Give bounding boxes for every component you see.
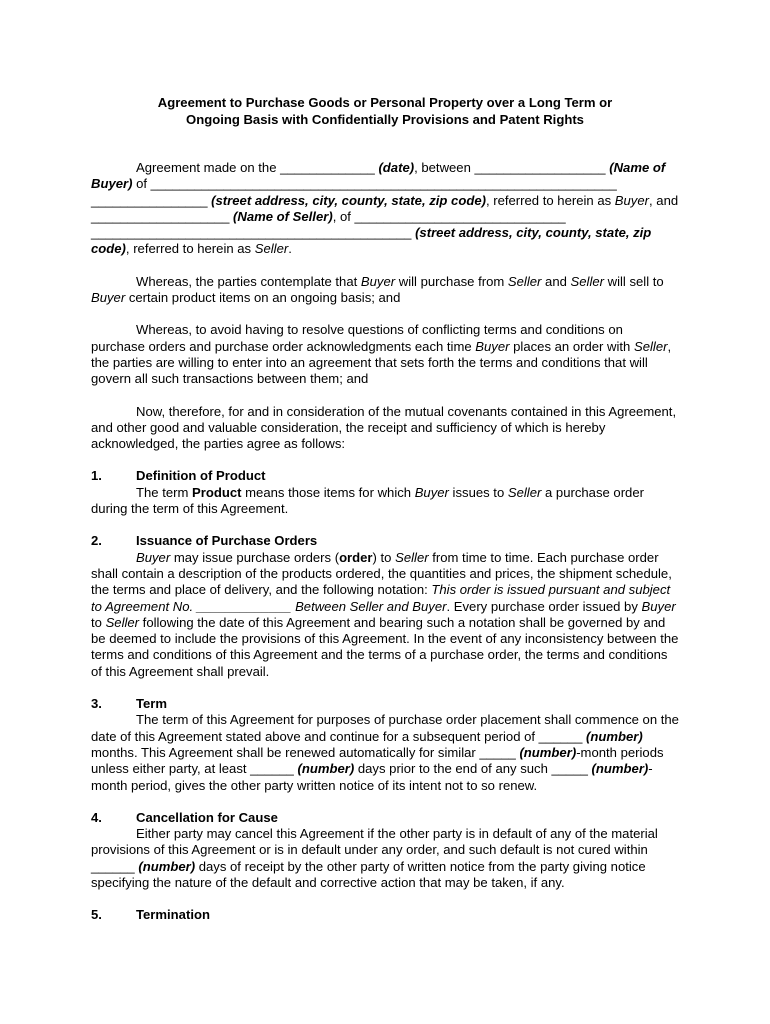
whereas-text: will sell to — [604, 273, 664, 289]
section-number: 5. — [91, 907, 102, 923]
intro-text: of ________________________________________________________________ ________________ — [91, 176, 617, 208]
section-title: Definition of Product — [136, 468, 266, 484]
date-placeholder: (date) — [378, 160, 415, 175]
title-line-2: Ongoing Basis with Confidentially Provisions and Patent Rights — [186, 112, 584, 127]
section-text: from time to time. Each purchase order shall contain a description of the products ordered, the quantities and prices, the shipment schedule, the terms and place of delivery, and the following notation: — [91, 549, 672, 598]
order-notation: This order is issued pursuant and subject to Agreement No. _____________ Between Seller and Buyer — [91, 582, 671, 614]
buyer-term: Buyer — [91, 290, 126, 306]
section-number: 3. — [91, 696, 102, 712]
intro-text: . — [288, 241, 292, 257]
section-number: 4. — [91, 809, 102, 825]
now-therefore-paragraph: Now, therefore, for and in consideration of the mutual covenants contained in this Agreement, and other good and valuable consideration, the receipt and sufficiency of which is hereby acknowledged, the parties agree as follows: — [91, 403, 677, 452]
buyer-term: Buyer — [641, 598, 676, 614]
section-text: months. This Agreement shall be renewed automatically for similar _____ — [91, 744, 520, 760]
section-text: The term of this Agreement for purposes of purchase order placement shall commence on the date of this Agreement stated above and continue for a subsequent period of ______ — [91, 712, 679, 744]
document-title — [91, 94, 679, 128]
intro-text: , referred to herein as — [125, 241, 255, 257]
intro-paragraph — [91, 160, 679, 258]
intro-text: , between __________________ — [414, 160, 610, 175]
seller-term: Seller — [254, 241, 289, 257]
seller-name-placeholder: (Name of Seller) — [233, 208, 333, 224]
buyer-term: Buyer — [360, 273, 396, 289]
number-placeholder: (number) — [591, 761, 649, 777]
order-term: order — [339, 549, 373, 565]
intro-text: , and ___________________ — [91, 192, 679, 224]
section-text: following the date of this Agreement and bearing such a notation shall be governed by and be deemed to include the provisions of this Agreement. In the event of any inconsistency between the terms and conditions of this Agreement and the terms of a purchase order, the terms and conditions of this Agreement shall prevail. — [91, 614, 679, 679]
seller-term: Seller — [507, 484, 542, 500]
section-text: The term — [136, 484, 193, 500]
whereas-text: will purchase from — [395, 273, 508, 289]
section-number: 2. — [91, 533, 102, 549]
section-heading — [91, 533, 679, 549]
section-3 — [91, 696, 679, 794]
whereas-paragraph-2 — [91, 322, 679, 387]
section-text: . Every purchase order issued by — [446, 598, 642, 614]
product-term: Product — [192, 484, 242, 500]
section-text: days prior to the end of any such _____ — [354, 761, 592, 777]
section-body — [91, 826, 679, 891]
section-5 — [91, 907, 679, 923]
seller-address-placeholder: (street address, city, county, state, zip code) — [91, 225, 652, 257]
section-title: Term — [136, 696, 168, 712]
section-body — [91, 485, 679, 518]
document-body — [91, 94, 679, 924]
buyer-term: Buyer — [414, 484, 449, 500]
section-heading — [91, 810, 679, 826]
whereas-paragraph-1 — [91, 274, 679, 307]
buyer-term: Buyer — [475, 338, 510, 354]
section-heading — [91, 696, 679, 712]
whereas-text: Whereas, the parties contemplate that — [136, 273, 361, 289]
buyer-address-placeholder: (street address, city, county, state, zip code) — [211, 192, 486, 208]
section-text: may issue purchase orders ( — [170, 549, 340, 565]
buyer-term: Buyer — [136, 549, 171, 565]
section-4 — [91, 810, 679, 891]
intro-text: Agreement made on the _____________ — [136, 160, 379, 175]
section-1 — [91, 468, 679, 517]
section-text: issues to — [448, 484, 508, 500]
whereas-text: places an order with — [509, 338, 634, 354]
section-title: Issuance of Purchase Orders — [136, 533, 318, 549]
section-text: Either party may cancel this Agreement if the other party is in default of any of the material provisions of this Agreement or is in default under any order, and such default is not cured within ______ — [91, 826, 658, 874]
section-text: to — [91, 614, 106, 630]
number-placeholder: (number) — [297, 761, 355, 777]
whereas-text: certain product items on an ongoing basis; and — [125, 290, 401, 306]
section-body — [91, 712, 679, 793]
section-text: days of receipt by the other party of written notice from the party giving notice specifying the nature of the default and corrective action that may be taken, if any. — [91, 858, 646, 890]
seller-term: Seller — [395, 549, 429, 565]
section-text: a purchase order during the term of this Agreement. — [91, 484, 644, 517]
intro-text: , referred to herein as — [485, 192, 615, 208]
section-text: means those items for which — [241, 484, 415, 500]
section-body — [91, 550, 679, 680]
number-placeholder: (number) — [519, 744, 577, 760]
seller-term: Seller — [105, 614, 140, 630]
buyer-term: Buyer — [614, 192, 650, 208]
number-placeholder: (number) — [586, 728, 643, 744]
section-number: 1. — [91, 468, 102, 484]
title-line-1: Agreement to Purchase Goods or Personal Property over a Long Term or — [157, 95, 613, 110]
section-title: Termination — [136, 907, 210, 923]
section-2 — [91, 533, 679, 680]
section-heading — [91, 907, 679, 923]
buyer-name-placeholder: (Name of Buyer) — [91, 160, 666, 192]
seller-term: Seller — [570, 273, 605, 289]
number-placeholder: (number) — [138, 858, 196, 874]
section-text: -month period, gives the other party written notice of its intent not to so renew. — [91, 761, 653, 793]
whereas-text: and — [541, 273, 571, 289]
section-text: ) to — [372, 549, 396, 565]
whereas-text: , the parties are willing to enter into an agreement that sets forth the terms and conditions that will govern all such transactions between them; and — [91, 338, 672, 387]
whereas-text: Whereas, to avoid having to resolve questions of conflicting terms and conditions on purchase orders and purchase order acknowledgments each time — [91, 322, 623, 354]
seller-term: Seller — [507, 273, 542, 289]
intro-text: , of _____________________________ ____________________________________________ — [91, 208, 566, 241]
seller-term: Seller — [633, 338, 668, 354]
section-heading — [91, 468, 679, 484]
section-title: Cancellation for Cause — [136, 809, 278, 825]
section-text: -month periods unless either party, at least ______ — [91, 744, 664, 777]
